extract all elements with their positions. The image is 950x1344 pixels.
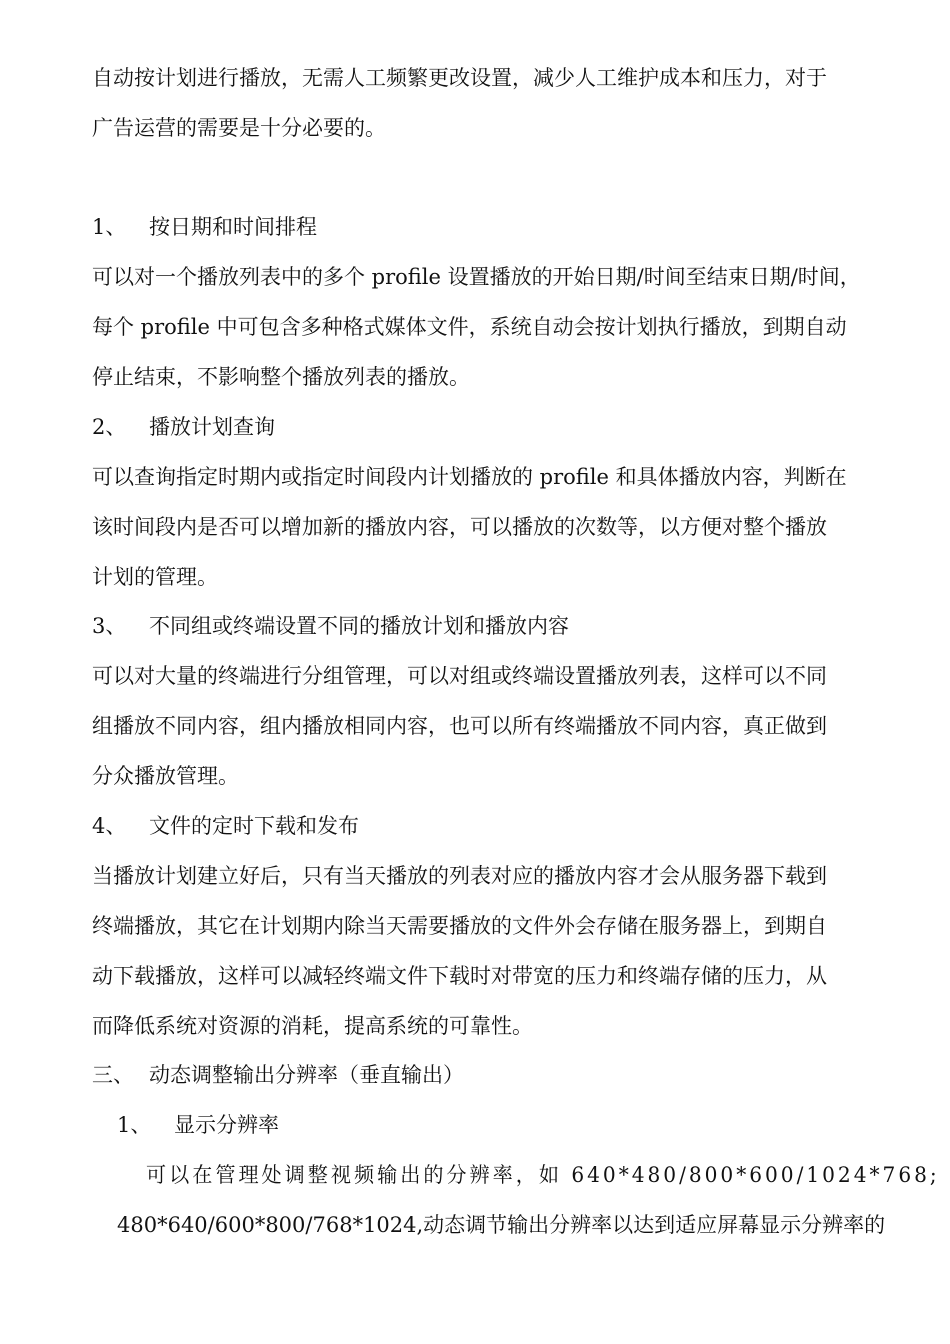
paragraph-line: 当播放计划建立好后，只有当天播放的列表对应的播放内容才会从服务器下载到	[92, 864, 827, 888]
subsection-heading	[117, 1111, 279, 1139]
section-number: 1、	[92, 215, 127, 239]
paragraph-line: 每个 profile 中可包含多种格式媒体文件，系统自动会按计划执行播放，到期自动	[92, 315, 847, 339]
section-heading	[92, 812, 359, 840]
paragraph-line: 可以对大量的终端进行分组管理，可以对组或终端设置播放列表，这样可以不同	[92, 664, 827, 688]
paragraph-line: 480*640/600*800/768*1024,动态调节输出分辨率以达到适应屏幕显示分辨率的	[117, 1213, 886, 1237]
section-title: 播放计划查询	[149, 415, 275, 439]
paragraph-line: 动下载播放，这样可以减轻终端文件下载时对带宽的压力和终端存储的压力，从	[92, 964, 827, 988]
paragraph-line: 可以查询指定时期内或指定时间段内计划播放的 profile 和具体播放内容，判断在	[92, 465, 847, 489]
paragraph-line: 而降低系统对资源的消耗，提高系统的可靠性。	[92, 1014, 533, 1038]
section-heading	[92, 612, 569, 640]
paragraph-line: 停止结束，不影响整个播放列表的播放。	[92, 365, 470, 389]
chapter-heading	[92, 1061, 464, 1089]
section-title: 按日期和时间排程	[149, 215, 317, 239]
paragraph-line: 该时间段内是否可以增加新的播放内容，可以播放的次数等，以方便对整个播放	[92, 515, 827, 539]
paragraph-line: 分众播放管理。	[92, 764, 239, 788]
subsection-number: 1、	[117, 1113, 152, 1137]
paragraph-line: 自动按计划进行播放，无需人工频繁更改设置，减少人工维护成本和压力，对于	[92, 66, 827, 90]
section-title: 不同组或终端设置不同的播放计划和播放内容	[149, 614, 569, 638]
paragraph-line: 广告运营的需要是十分必要的。	[92, 116, 386, 140]
subsection-title: 显示分辨率	[174, 1113, 279, 1137]
chapter-number: 三、	[92, 1063, 134, 1087]
section-number: 2、	[92, 415, 127, 439]
paragraph-line: 可以对一个播放列表中的多个 profile 设置播放的开始日期/时间至结束日期/时间，	[92, 265, 861, 289]
paragraph-line: 终端播放，其它在计划期内除当天需要播放的文件外会存储在服务器上，到期自	[92, 914, 827, 938]
section-title: 文件的定时下载和发布	[149, 814, 359, 838]
section-heading	[92, 213, 317, 241]
chapter-title: 动态调整输出分辨率（垂直输出）	[149, 1063, 464, 1087]
paragraph-line: 组播放不同内容，组内播放相同内容，也可以所有终端播放不同内容，真正做到	[92, 714, 827, 738]
section-heading	[92, 413, 275, 441]
paragraph-line: 计划的管理。	[92, 565, 218, 589]
section-number: 3、	[92, 614, 127, 638]
paragraph-line: 可以在管理处调整视频输出的分辨率，如 640*480/800*600/1024*768;	[146, 1163, 940, 1187]
section-number: 4、	[92, 814, 127, 838]
